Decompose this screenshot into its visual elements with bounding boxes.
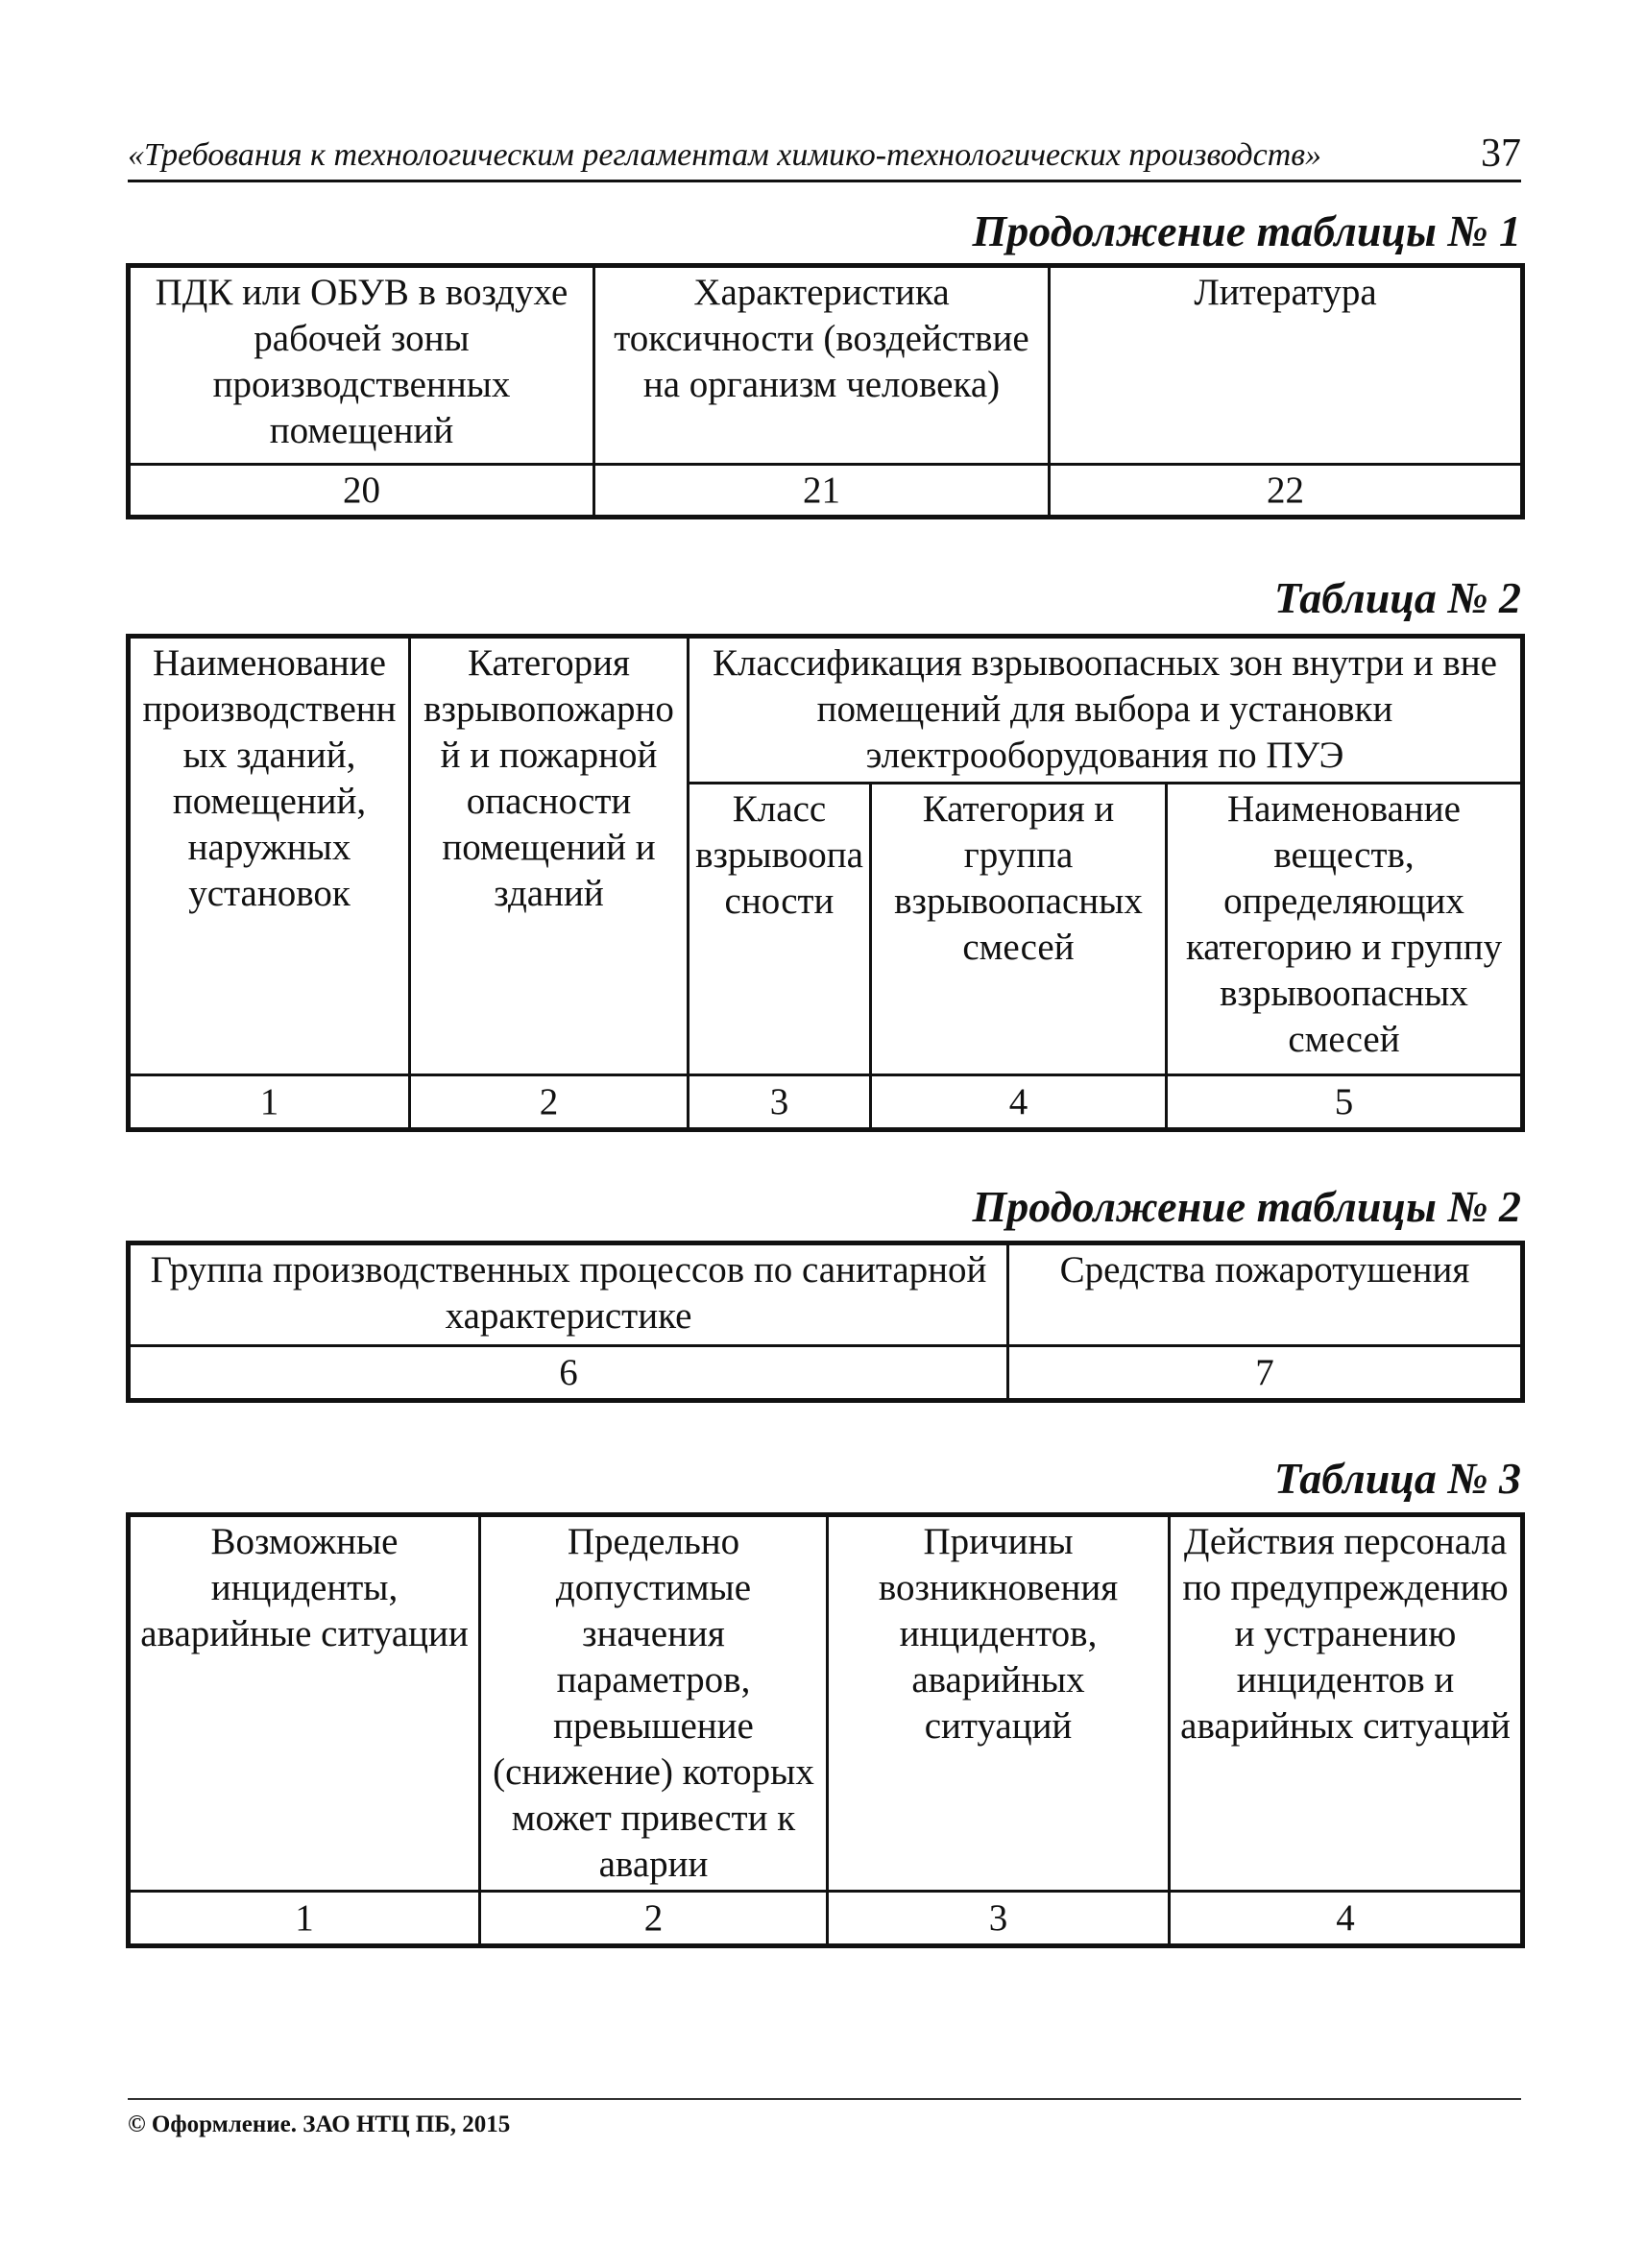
table1-header-cell: ПДК или ОБУВ в воздухе рабочей зоны производственных помещений	[130, 267, 594, 465]
table2-subheader-cell: Наименование веществ, определяющих категорию и группу взрывоопасных смесей	[1167, 784, 1522, 1075]
table2-cont-number-cell: 6	[130, 1346, 1008, 1400]
header-title: «Требования к технологическим регламентам химико-технологических производств»	[128, 137, 1322, 173]
table2-header-cell: Наименование производственных зданий, помещений, наружных установок	[130, 638, 410, 1075]
footer-rule	[128, 2098, 1521, 2100]
table1	[128, 265, 1523, 518]
table2-number-cell: 1	[130, 1075, 410, 1129]
table2-number-cell: 3	[689, 1075, 871, 1129]
table3-number-cell: 3	[828, 1892, 1170, 1945]
table1-caption: Продолжение таблицы № 1	[972, 206, 1521, 255]
table2-number-cell: 5	[1167, 1075, 1522, 1129]
table1-header-cell: Литература	[1050, 267, 1522, 465]
table3-number-cell: 2	[480, 1892, 828, 1945]
table2-cont-header-cell: Группа производственных процессов по санитарной характеристике	[130, 1244, 1008, 1346]
table3-number-cell: 1	[130, 1892, 480, 1945]
table2-cont-number-cell: 7	[1008, 1346, 1522, 1400]
table3-header-cell: Действия персонала по предупреждению и устранению инцидентов и аварийных ситуаций	[1170, 1516, 1522, 1892]
table3-caption: Таблица № 3	[1273, 1454, 1521, 1503]
table2-subheader-cell: Категория и группа взрывоопасных смесей	[871, 784, 1167, 1075]
table2-continuation	[128, 1243, 1523, 1401]
table2-caption: Таблица № 2	[1273, 573, 1521, 622]
table2-number-cell: 4	[871, 1075, 1167, 1129]
table3	[128, 1514, 1523, 1946]
table2-subheader-cell: Класс взрывоопасности	[689, 784, 871, 1075]
page-number: 37	[1481, 132, 1521, 176]
table3-header-cell: Предельно допустимые значения параметров, превышение (снижение) которых может привести к аварии	[480, 1516, 828, 1892]
table3-header-cell: Возможные инциденты, аварийные ситуации	[130, 1516, 480, 1892]
table2-group-header: Классификация взрывоопасных зон внутри и вне помещений для выбора и установки электрооборудования по ПУЭ	[689, 638, 1522, 784]
table1-number-cell: 21	[594, 465, 1050, 517]
table2-number-cell: 2	[410, 1075, 689, 1129]
table1-header-cell: Характеристика токсичности (воздействие на организм человека)	[594, 267, 1050, 465]
table3-number-cell: 4	[1170, 1892, 1522, 1945]
table2-cont-header-cell: Средства пожаротушения	[1008, 1244, 1522, 1346]
table3-header-cell: Причины возникновения инцидентов, аварийных ситуаций	[828, 1516, 1170, 1892]
table2-cont-caption: Продолжение таблицы № 2	[972, 1182, 1521, 1231]
table2-header-cell: Категория взрывопожарной и пожарной опасности помещений и зданий	[410, 638, 689, 1075]
table1-number-cell: 22	[1050, 465, 1522, 517]
header-rule	[128, 180, 1521, 182]
footer-copyright: © Оформление. ЗАО НТЦ ПБ, 2015	[128, 2111, 511, 2137]
table2	[128, 636, 1523, 1130]
table1-number-cell: 20	[130, 465, 594, 517]
